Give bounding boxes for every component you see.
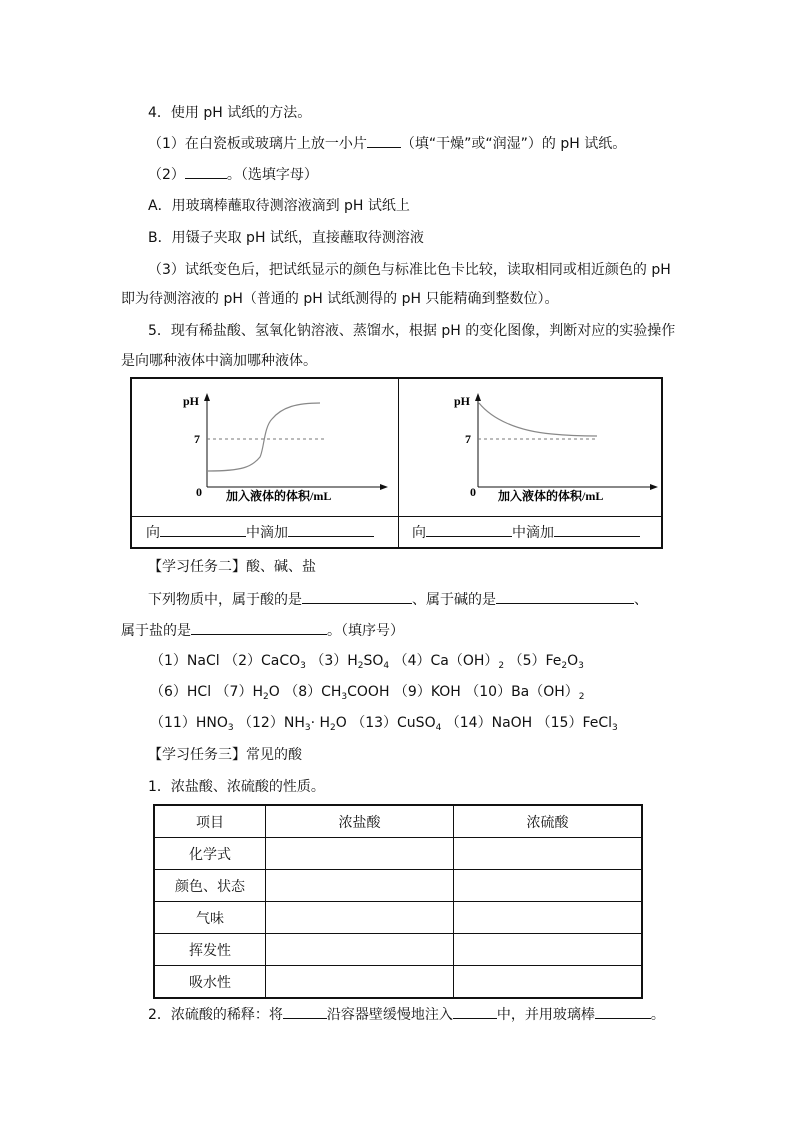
left-seven-label: 7 (194, 432, 200, 446)
cell-h2so4[interactable] (454, 966, 643, 999)
left-x-arrow (380, 484, 388, 490)
right-seven-label: 7 (465, 432, 471, 446)
cell-hcl[interactable] (266, 870, 454, 902)
row-label: 挥发性 (154, 934, 266, 966)
row2-sub-1: 2 (262, 692, 269, 702)
section4-step1 (148, 133, 626, 154)
graph-divider-horizontal (132, 516, 661, 517)
substance-row-2 (150, 682, 585, 702)
left-fill-add: 中滴加 (246, 525, 288, 541)
cell-hcl[interactable] (266, 966, 454, 999)
acid-blank[interactable] (302, 589, 412, 604)
row3-part-a: （11）HNO (150, 715, 228, 731)
task2-base-label: 、属于碱的是 (412, 592, 496, 608)
step1-blank[interactable] (367, 133, 401, 148)
step2-text-post: 。（选填字母） (226, 167, 318, 183)
row3-part-e: （14）NaOH （15）FeCl (441, 715, 613, 731)
header-item: 项目 (154, 805, 266, 838)
row-label: 吸水性 (154, 966, 266, 999)
q2-part-d: 。 (650, 1007, 665, 1023)
acid-properties-table (153, 804, 643, 999)
row1-sub-2: 2 (357, 661, 364, 671)
cell-hcl[interactable] (266, 838, 454, 870)
option-a: A．用玻璃棒蘸取待测溶液滴到 pH 试纸上 (148, 198, 410, 214)
task2-heading: 【学习任务二】酸、碱、盐 (148, 559, 316, 575)
row1-part-a: （1）NaCl （2）CaCO (150, 653, 301, 669)
right-fill-blank-1[interactable] (426, 522, 512, 537)
row-label: 颜色、状态 (154, 870, 266, 902)
header-hcl: 浓盐酸 (266, 805, 454, 838)
row2-part-c: COOH （9）KOH （10）Ba（OH） (347, 684, 579, 700)
table-row (154, 838, 642, 870)
right-ylabel: pH (454, 394, 471, 408)
cell-h2so4[interactable] (454, 870, 643, 902)
row1-sub-5: 2 (561, 661, 568, 671)
task2-salt-suffix: 。（填序号） (327, 623, 404, 639)
task2-question-line1 (148, 589, 648, 610)
row3-part-c: · H (310, 715, 331, 731)
left-ylabel: pH (183, 394, 200, 408)
row2-sub-2: 3 (341, 692, 348, 702)
left-fill-row (146, 522, 374, 542)
step2-text-pre: （2） (148, 167, 185, 183)
right-fill-blank-2[interactable] (554, 522, 640, 537)
row1-part-f: O (567, 653, 579, 669)
section4-title: 4．使用 pH 试纸的方法。 (148, 105, 312, 121)
cell-hcl[interactable] (266, 902, 454, 934)
cell-h2so4[interactable] (454, 838, 643, 870)
right-x-arrow (650, 484, 658, 490)
row1-sub-6: 3 (578, 661, 584, 671)
row1-sub-3: 4 (383, 661, 390, 671)
row2-part-b: O （8）CH (268, 684, 342, 700)
right-y-arrow (475, 393, 481, 401)
base-blank[interactable] (496, 589, 634, 604)
q2-blank-2[interactable] (453, 1004, 497, 1019)
task3-heading: 【学习任务三】常见的酸 (148, 747, 302, 763)
right-fill-add: 中滴加 (512, 525, 554, 541)
section5-line1: 5．现有稀盐酸、氢氧化钠溶液、蒸馏水，根据 pH 的变化图像，判断对应的实验操作 (148, 323, 676, 339)
section5-line2: 是向哪种液体中滴加哪种液体。 (121, 353, 317, 369)
right-xlabel: 加入液体的体积/mL (498, 489, 604, 503)
section4-step2 (148, 164, 318, 185)
q2-part-a: 2．浓硫酸的稀释：将 (148, 1007, 283, 1023)
step1-text-post: （填“干燥”或“润湿”）的 pH 试纸。 (400, 136, 627, 152)
task2-comma: 、 (634, 592, 648, 608)
table-row (154, 870, 642, 902)
option-b: B．用镊子夹取 pH 试纸，直接蘸取待测溶液 (148, 230, 424, 246)
row3-sub-2: 3 (304, 723, 311, 733)
row1-part-b: （3）H (305, 653, 358, 669)
q2-blank-3[interactable] (595, 1004, 651, 1019)
row2-part-a: （6）HCl （7）H (150, 684, 263, 700)
salt-blank[interactable] (191, 620, 327, 635)
right-fill-to: 向 (412, 525, 426, 541)
left-y-arrow (204, 393, 210, 401)
table-header-row (154, 805, 642, 838)
task2-acid-label: 下列物质中，属于酸的是 (148, 592, 302, 608)
header-h2so4: 浓硫酸 (454, 805, 643, 838)
row3-sub-5: 3 (612, 723, 618, 733)
row3-part-d: O （13）CuSO (335, 715, 436, 731)
task3-q1: 1．浓盐酸、浓硫酸的性质。 (148, 779, 325, 795)
row1-part-c: SO (363, 653, 384, 669)
right-fill-row (412, 522, 640, 542)
q2-blank-1[interactable] (283, 1004, 327, 1019)
row3-sub-3: 2 (330, 723, 336, 733)
ph-graph-box (130, 377, 663, 549)
step2-blank[interactable] (185, 164, 227, 179)
substance-row-1 (150, 651, 584, 671)
task2-salt-label: 属于盐的是 (121, 623, 191, 639)
row1-part-e: （5）Fe (504, 653, 562, 669)
row3-sub-1: 3 (227, 723, 234, 733)
q2-part-b: 沿容器壁缓慢地注入 (326, 1007, 453, 1023)
substance-row-3 (150, 713, 618, 733)
step3-line1: （3）试纸变色后，把试纸显示的颜色与标准比色卡比较，读取相同或相近颜色的 pH (148, 262, 671, 278)
left-fill-to: 向 (146, 525, 160, 541)
right-zero-label: 0 (470, 485, 476, 499)
left-graph (183, 393, 388, 503)
task3-q2 (148, 1004, 665, 1025)
table-row (154, 934, 642, 966)
cell-h2so4[interactable] (454, 934, 643, 966)
left-xlabel: 加入液体的体积/mL (226, 489, 332, 503)
left-fill-blank-1[interactable] (160, 522, 246, 537)
row1-sub-4: 2 (498, 661, 505, 671)
cell-hcl[interactable] (266, 934, 454, 966)
q2-part-c: 中，并用玻璃棒 (496, 1007, 595, 1023)
right-ph-curve (479, 403, 597, 436)
step3-line2: 即为待测溶液的 pH（普通的 pH 试纸测得的 pH 只能精确到整数位）。 (121, 291, 559, 307)
row1-part-d: （4）Ca（OH） (389, 653, 499, 669)
cell-h2so4[interactable] (454, 902, 643, 934)
row2-sub-3: 2 (578, 692, 585, 702)
row3-sub-4: 4 (435, 723, 442, 733)
table-row (154, 966, 642, 999)
left-ph-curve (208, 403, 320, 471)
row-label: 化学式 (154, 838, 266, 870)
left-fill-blank-2[interactable] (288, 522, 374, 537)
table-row (154, 902, 642, 934)
right-graph (454, 393, 658, 503)
row-label: 气味 (154, 902, 266, 934)
row3-part-b: （12）NH (233, 715, 305, 731)
task2-question-line2 (121, 620, 404, 641)
ph-graphs-svg (132, 379, 661, 516)
row1-sub-1: 3 (300, 661, 306, 671)
step1-text-pre: （1）在白瓷板或玻璃片上放一小片 (148, 136, 367, 152)
left-zero-label: 0 (196, 485, 202, 499)
